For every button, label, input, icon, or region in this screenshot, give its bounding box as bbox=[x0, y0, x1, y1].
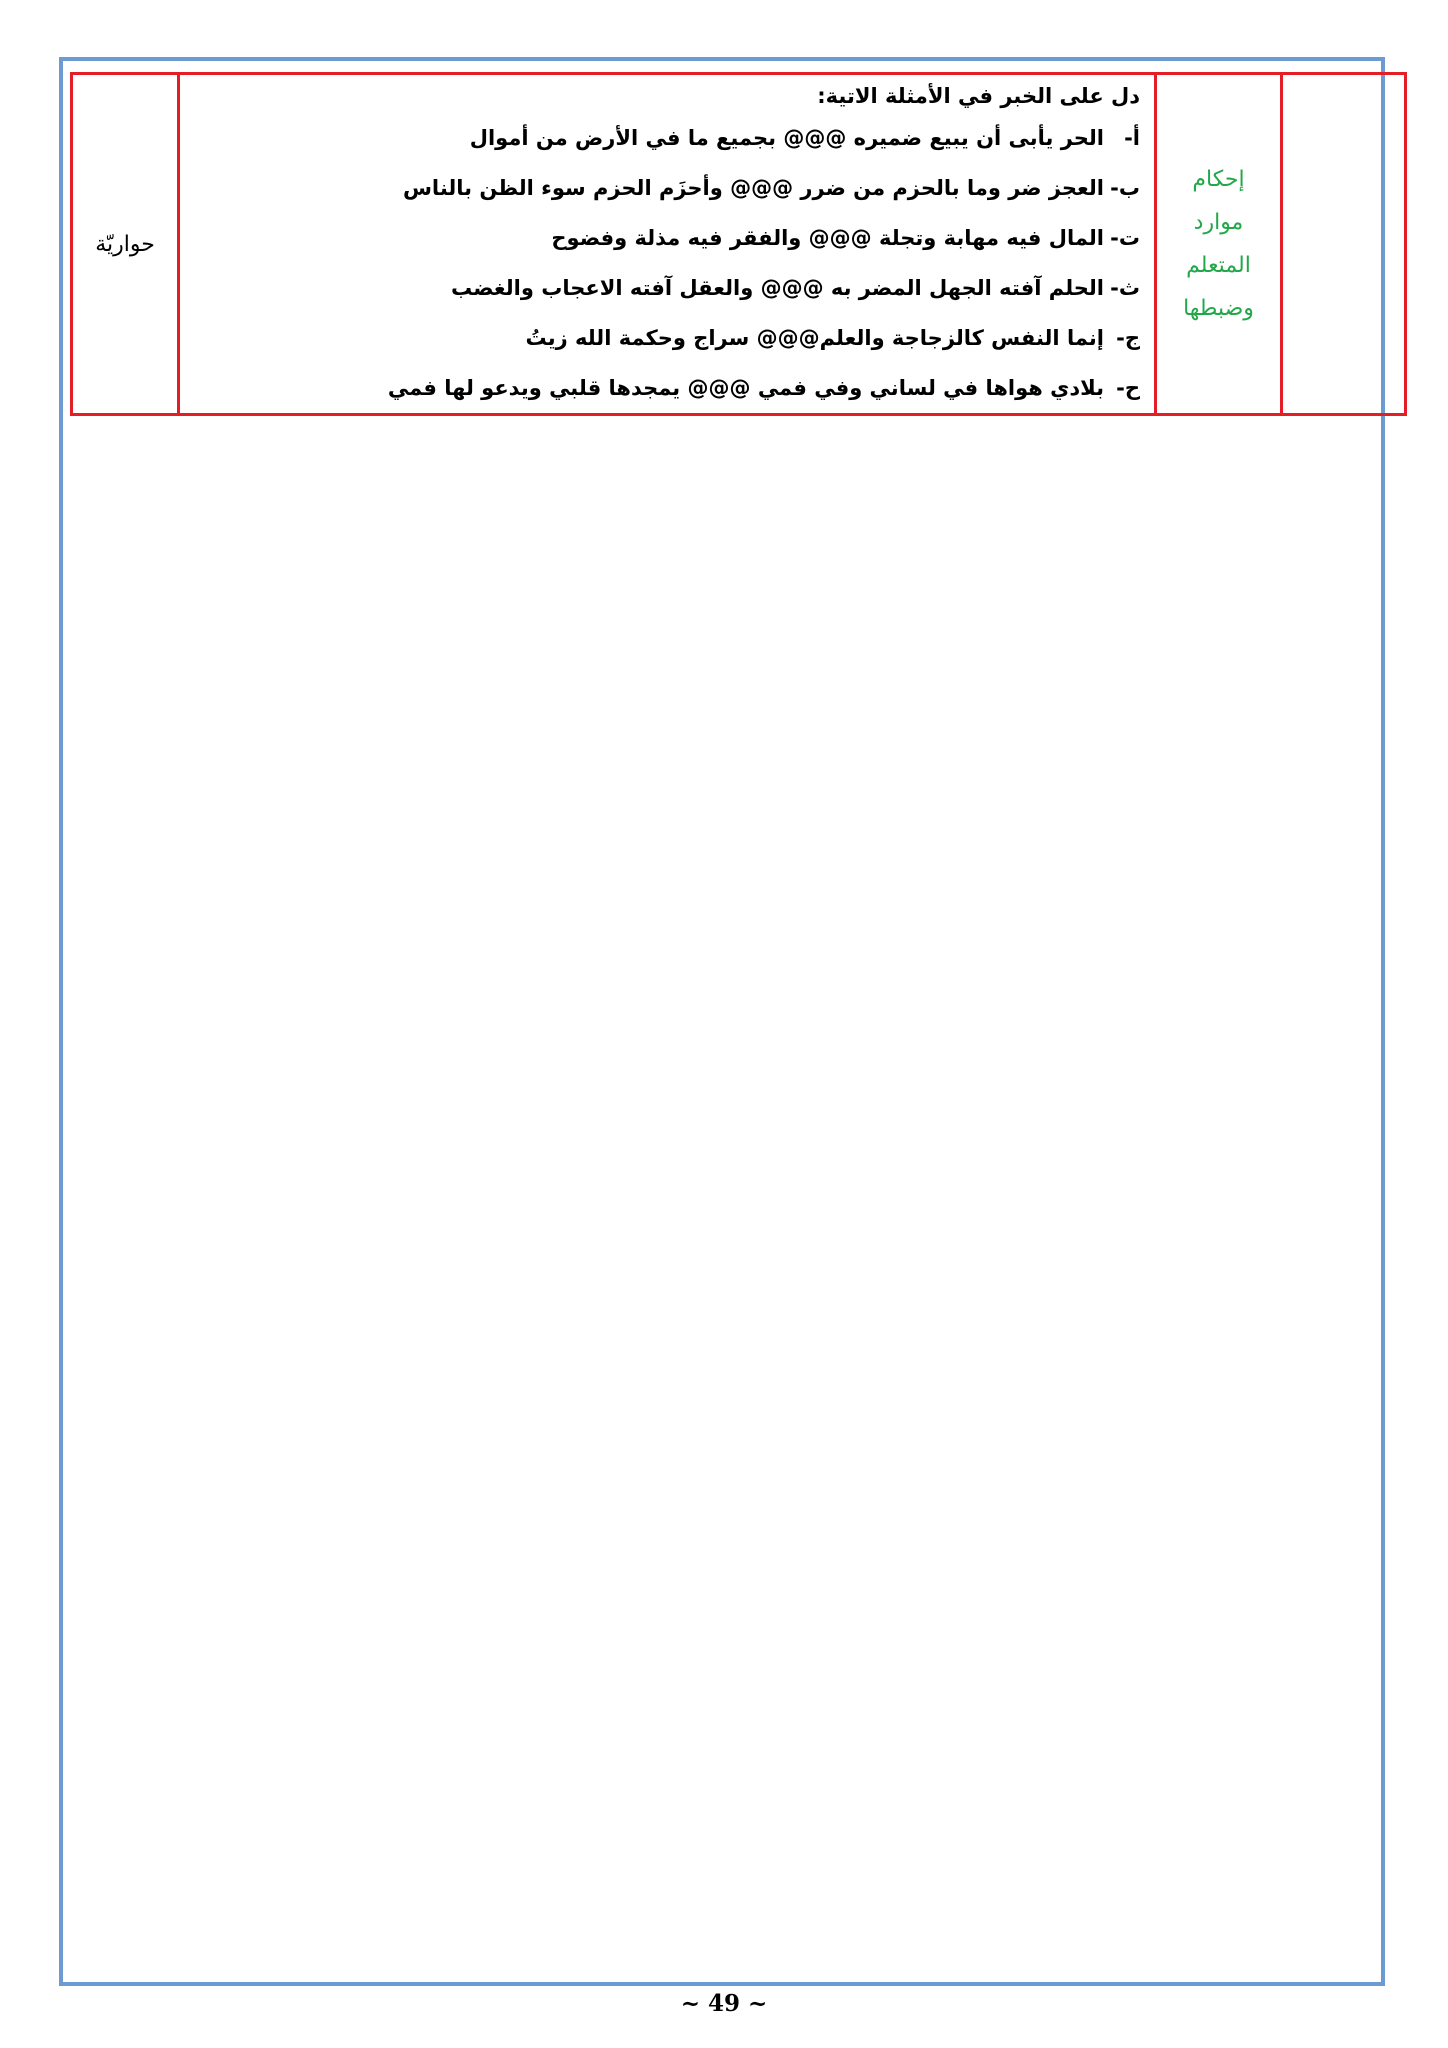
example-item bbox=[190, 113, 1140, 163]
example-text: بلادي هواها في لساني وفي فمي @@@ يمجدها قلبي ويدعو لها فمي bbox=[387, 376, 1104, 400]
question-text: دل على الخبر في الأمثلة الاتية: bbox=[817, 84, 1140, 108]
lesson-row bbox=[72, 74, 1406, 415]
example-item bbox=[190, 313, 1140, 363]
stage-label-line: المتعلم bbox=[1186, 253, 1251, 278]
example-letter: ج- bbox=[1116, 326, 1140, 350]
example-text: إنما النفس كالزجاجة والعلم@@@ سراج وحكمة الله زيتُ bbox=[525, 326, 1104, 350]
stage-label-line: إحكام bbox=[1192, 167, 1245, 192]
example-item bbox=[190, 213, 1140, 263]
stage-label bbox=[1157, 158, 1280, 330]
example-letter: ح- bbox=[1116, 376, 1140, 400]
examples-list bbox=[190, 113, 1140, 413]
example-item bbox=[190, 163, 1140, 213]
lesson-table bbox=[70, 72, 1407, 416]
method-label: حواريّة bbox=[95, 231, 155, 257]
stage-cell bbox=[1156, 74, 1282, 415]
example-text: الحر يأبى أن يبيع ضميره @@@ بجميع ما في الأرض من أموال bbox=[469, 126, 1104, 150]
page-number: ~ 49 ~ bbox=[680, 1990, 768, 2017]
stage-label-line: موارد bbox=[1193, 210, 1244, 235]
example-text: العجز ضر وما بالحزم من ضرر @@@ وأحزَم الحزم سوء الظن بالناس bbox=[402, 176, 1104, 200]
content-cell bbox=[179, 74, 1156, 415]
example-letter: ث- bbox=[1110, 276, 1140, 300]
example-item bbox=[190, 263, 1140, 313]
example-letter: ب- bbox=[1110, 176, 1140, 200]
example-letter: ت- bbox=[1110, 226, 1140, 250]
example-text: الحلم آفته الجهل المضر به @@@ والعقل آفته الاعجاب والغضب bbox=[451, 276, 1104, 300]
method-cell bbox=[72, 74, 179, 415]
stage-label-line: وضبطها bbox=[1183, 296, 1254, 321]
example-letter: أ- bbox=[1124, 126, 1140, 150]
empty-cell bbox=[1282, 74, 1406, 415]
example-item bbox=[190, 363, 1140, 413]
example-text: المال فيه مهابة وتجلة @@@ والفقر فيه مذلة وفضوح bbox=[551, 226, 1104, 250]
